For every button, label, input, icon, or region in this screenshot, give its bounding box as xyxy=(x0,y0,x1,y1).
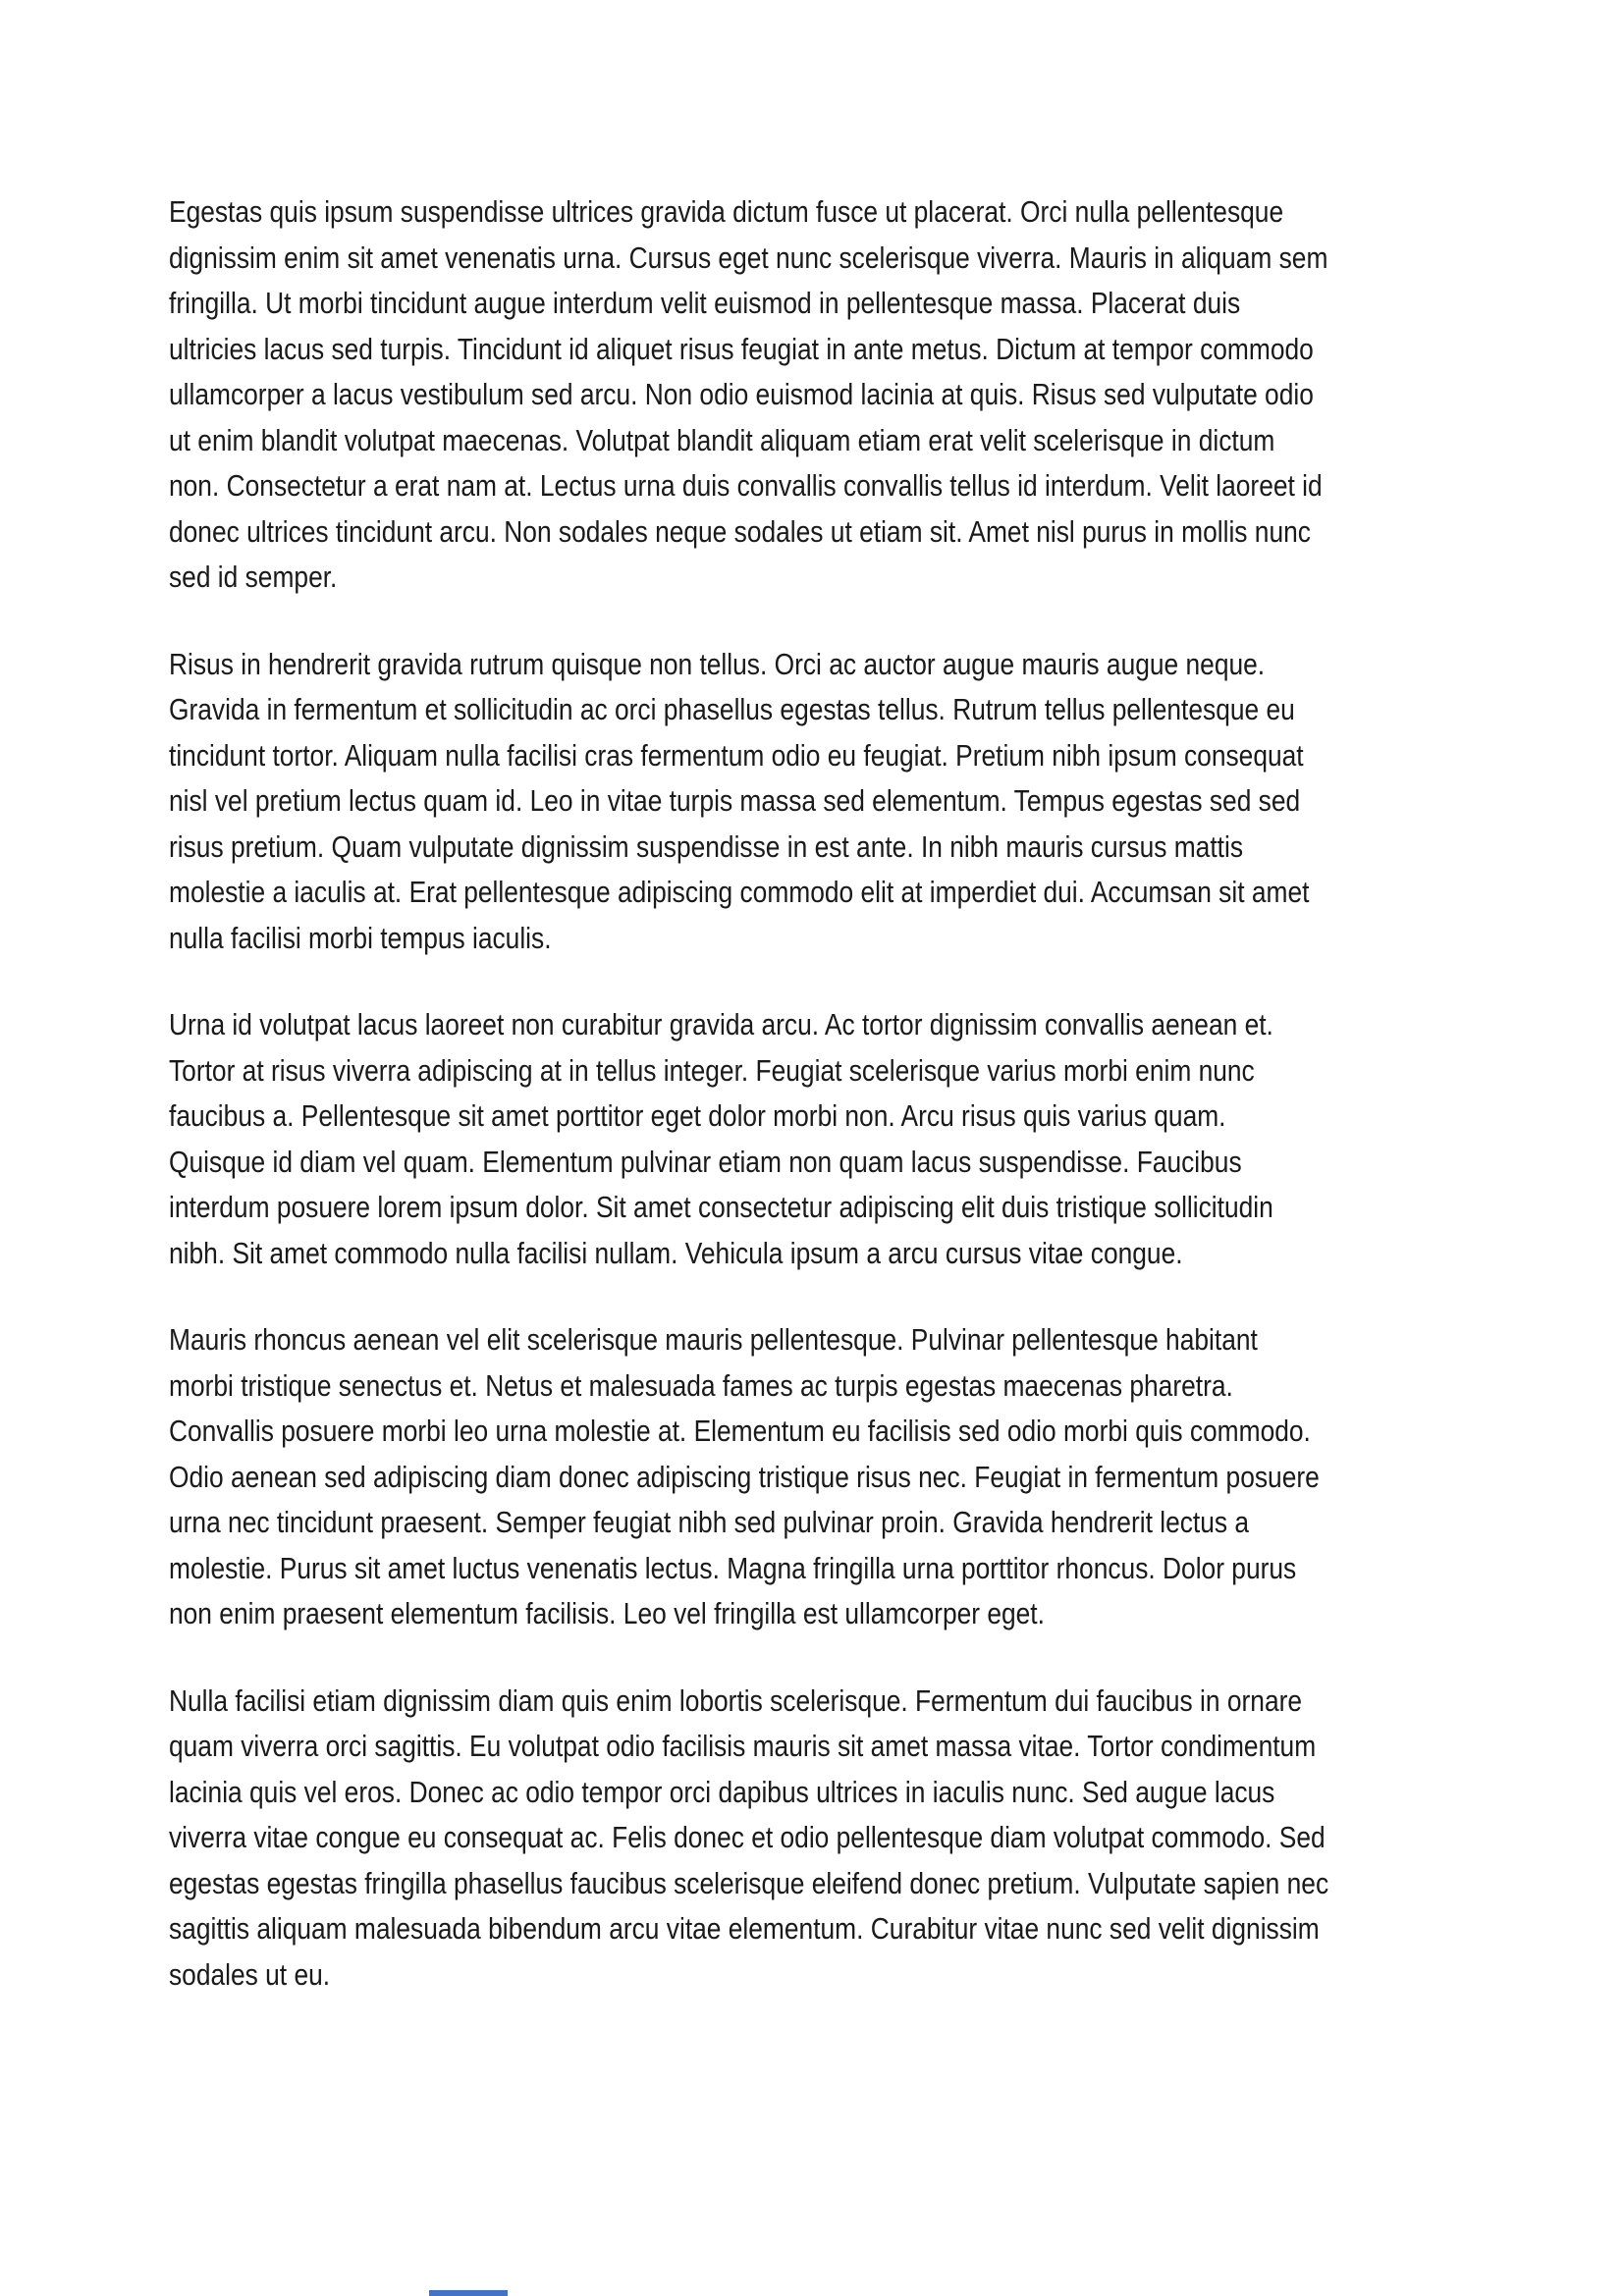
text-line: nulla facilisi morbi tempus iaculis. xyxy=(169,920,552,955)
text-line: Convallis posuere morbi leo urna molestie at. Elementum eu facilisis sed odio morbi quis commodo. xyxy=(169,1414,1311,1448)
body-text xyxy=(169,189,1471,2039)
text-line: lacinia quis vel eros. Donec ac odio tempor orci dapibus ultrices in iaculis nunc. Sed augue lacus xyxy=(169,1774,1275,1809)
text-line: molestie. Purus sit amet luctus venenatis lectus. Magna fringilla urna porttitor rhoncus. Dolor purus xyxy=(169,1550,1297,1585)
text-line: molestie a iaculis at. Erat pellentesque adipiscing commodo elit at imperdiet dui. Accumsan sit amet xyxy=(169,875,1310,909)
text-line: Quisque id diam vel quam. Elementum pulvinar etiam non quam lacus suspendisse. Faucibus xyxy=(169,1144,1242,1179)
text-line: nibh. Sit amet commodo nulla facilisi nullam. Vehicula ipsum a arcu cursus vitae congue. xyxy=(169,1235,1183,1270)
text-line: egestas egestas fringilla phasellus faucibus scelerisque eleifend donec pretium. Vulputate sapien nec xyxy=(169,1865,1329,1900)
paragraph xyxy=(169,642,1471,962)
text-line: Tortor at risus viverra adipiscing at in tellus integer. Feugiat scelerisque varius morbi enim nunc xyxy=(169,1052,1255,1088)
text-line: interdum posuere lorem ipsum dolor. Sit amet consectetur adipiscing elit duis tristique sollicitudin xyxy=(169,1190,1273,1224)
text-line: non enim praesent elementum facilisis. Leo vel fringilla est ullamcorper eget. xyxy=(169,1596,1045,1630)
text-line: ut enim blandit volutpat maecenas. Volutpat blandit aliquam etiam erat velit scelerisque in dictum xyxy=(169,422,1275,457)
text-line: dignissim enim sit amet venenatis urna. Cursus eget nunc scelerisque viverra. Mauris in aliquam sem xyxy=(169,240,1328,275)
text-line: donec ultrices tincidunt arcu. Non sodales neque sodales ut etiam sit. Amet nisl purus in mollis nunc xyxy=(169,513,1311,549)
text-line: Gravida in fermentum et sollicitudin ac orci phasellus egestas tellus. Rutrum tellus pellentesque eu xyxy=(169,692,1295,726)
text-line: Odio aenean sed adipiscing diam donec adipiscing tristique risus nec. Feugiat in fermentum posuere xyxy=(169,1459,1320,1494)
paragraph xyxy=(169,1679,1471,1999)
text-line: urna nec tincidunt praesent. Semper feugiat nibh sed pulvinar proin. Gravida hendrerit lectus a xyxy=(169,1505,1250,1539)
text-line: viverra vitae congue eu consequat ac. Felis donec et odio pellentesque diam volutpat commodo. Sed xyxy=(169,1820,1326,1854)
text-line: non. Consectetur a erat nam at. Lectus urna duis convallis convallis tellus id interdum. Velit laoreet id xyxy=(169,468,1323,503)
text-line: Egestas quis ipsum suspendisse ultrices gravida dictum fusce ut placerat. Orci nulla pellentesque xyxy=(169,194,1284,229)
text-line: fringilla. Ut morbi tincidunt augue interdum velit euismod in pellentesque massa. Placerat duis xyxy=(169,286,1241,320)
text-line: Urna id volutpat lacus laoreet non curabitur gravida arcu. Ac tortor dignissim convallis aenean et. xyxy=(169,1007,1273,1041)
text-line: Nulla facilisi etiam dignissim diam quis enim lobortis scelerisque. Fermentum dui faucibus in ornare xyxy=(169,1682,1303,1718)
text-line: Mauris rhoncus aenean vel elit scelerisque mauris pellentesque. Pulvinar pellentesque habitant xyxy=(169,1322,1258,1357)
paragraph xyxy=(169,189,1471,601)
paragraph xyxy=(169,1002,1471,1276)
text-line: faucibus a. Pellentesque sit amet porttitor eget dolor morbi non. Arcu risus quis varius quam. xyxy=(169,1098,1226,1133)
text-line: ullamcorper a lacus vestibulum sed arcu. Non odio euismod lacinia at quis. Risus sed vulputate odio xyxy=(169,377,1314,411)
text-line: morbi tristique senectus et. Netus et malesuada fames ac turpis egestas maecenas pharetra. xyxy=(169,1367,1233,1403)
text-line: quam viverra orci sagittis. Eu volutpat odio facilisis mauris sit amet massa vitae. Tortor condimentum xyxy=(169,1729,1317,1763)
text-line: sed id semper. xyxy=(169,560,338,594)
bottom-cutoff-blue-bar xyxy=(429,2290,508,2296)
text-line: tincidunt tortor. Aliquam nulla facilisi cras fermentum odio eu feugiat. Pretium nibh ipsum consequat xyxy=(169,737,1304,773)
text-line: ultricies lacus sed turpis. Tincidunt id aliquet risus feugiat in ante metus. Dictum at tempor commodo xyxy=(169,331,1314,366)
paragraph xyxy=(169,1317,1471,1637)
text-line: sagittis aliquam malesuada bibendum arcu vitae elementum. Curabitur vitae nunc sed velit dignissim xyxy=(169,1911,1320,1946)
text-line: Risus in hendrerit gravida rutrum quisque non tellus. Orci ac auctor augue mauris augue neque. xyxy=(169,646,1266,681)
text-line: sodales ut eu. xyxy=(169,1956,331,1992)
text-line: nisl vel pretium lectus quam id. Leo in vitae turpis massa sed elementum. Tempus egestas sed sed xyxy=(169,783,1301,818)
text-line: risus pretium. Quam vulputate dignissim suspendisse in est ante. In nibh mauris cursus mattis xyxy=(169,828,1244,864)
